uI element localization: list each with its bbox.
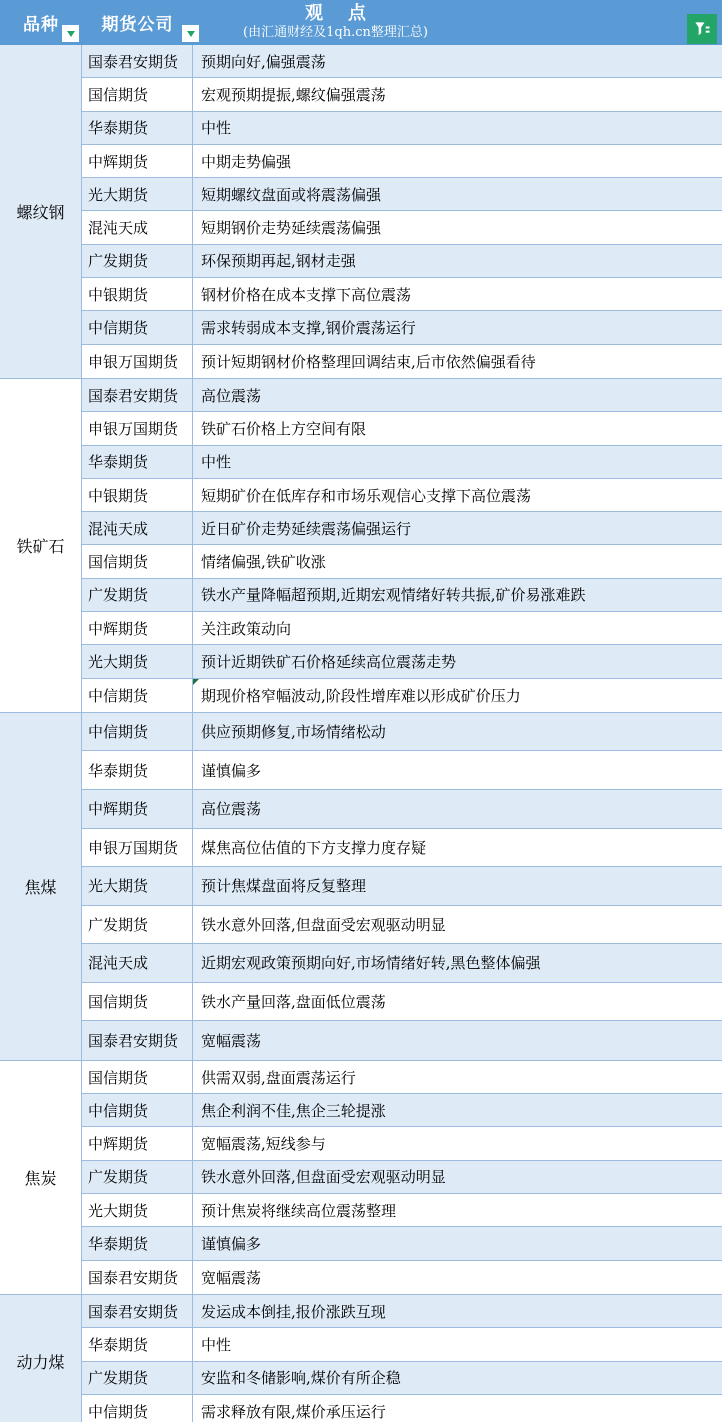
viewpoint-cell[interactable] [193, 679, 722, 712]
viewpoint-text: 需求转弱成本支撑,钢价震荡运行 [201, 319, 416, 338]
company-name: 国泰君安期货 [88, 1032, 179, 1051]
viewpoint-text: 发运成本倒挂,报价涨跌互现 [201, 1302, 386, 1321]
company-name: 华泰期货 [88, 761, 149, 780]
viewpoint-cell[interactable] [193, 645, 722, 677]
company-name: 国泰君安期货 [88, 386, 179, 405]
company-cell[interactable] [82, 645, 193, 677]
filter-funnel-icon[interactable] [687, 14, 717, 44]
company-name: 华泰期货 [88, 1234, 149, 1253]
table-row [82, 1261, 722, 1294]
company-name: 混沌天成 [88, 219, 149, 238]
variety-filter-dropdown[interactable] [62, 25, 79, 42]
viewpoint-cell[interactable] [193, 45, 722, 77]
table-row [82, 1295, 722, 1328]
table-row [82, 112, 722, 145]
table-row [82, 1328, 722, 1361]
table-row [82, 1194, 722, 1227]
company-cell[interactable] [82, 1161, 193, 1193]
variety-label: 焦炭 [24, 1168, 57, 1188]
table-row [82, 713, 722, 752]
table-row [82, 579, 722, 612]
company-name: 光大期货 [88, 1201, 149, 1220]
commodity-section [0, 1061, 722, 1295]
company-name: 国信期货 [88, 553, 149, 572]
company-cell[interactable] [82, 713, 193, 751]
company-name: 中信期货 [88, 686, 149, 705]
table-row [82, 412, 722, 445]
table-row [82, 829, 722, 868]
variety-cell[interactable] [0, 1295, 82, 1422]
company-cell[interactable] [82, 751, 193, 789]
table-row [82, 944, 722, 983]
viewpoint-cell[interactable] [193, 944, 722, 982]
viewpoint-cell[interactable] [193, 579, 722, 611]
company-cell[interactable] [82, 1227, 193, 1259]
viewpoint-cell[interactable] [193, 112, 722, 144]
viewpoint-text: 预计焦炭将继续高位震荡整理 [201, 1201, 397, 1220]
viewpoint-text: 中期走势偏强 [201, 152, 292, 171]
table-row [82, 983, 722, 1022]
table-row [82, 78, 722, 111]
company-cell[interactable] [82, 1194, 193, 1226]
variety-cell[interactable] [0, 379, 82, 712]
table-row [82, 145, 722, 178]
company-name: 中银期货 [88, 486, 149, 505]
viewpoint-text: 需求释放有限,煤价承压运行 [201, 1402, 386, 1421]
company-cell[interactable] [82, 311, 193, 343]
viewpoint-header-subtitle: (由汇通财经及1qh.cn整理汇总) [243, 25, 428, 40]
company-cell[interactable] [82, 790, 193, 828]
viewpoint-cell[interactable] [193, 1194, 722, 1226]
viewpoint-text: 谨慎偏多 [201, 1234, 262, 1253]
section-rows [82, 379, 722, 712]
variety-label: 动力煤 [16, 1353, 65, 1373]
table-row [82, 245, 722, 278]
company-cell[interactable] [82, 1094, 193, 1126]
viewpoint-text: 焦企利润不佳,焦企三轮提涨 [201, 1101, 386, 1120]
viewpoint-cell[interactable] [193, 446, 722, 478]
table-row [82, 278, 722, 311]
company-name: 国信期货 [88, 993, 149, 1012]
viewpoint-text: 宽幅震荡 [201, 1268, 262, 1287]
company-cell[interactable] [82, 1328, 193, 1360]
company-cell[interactable] [82, 679, 193, 712]
company-name: 申银万国期货 [88, 838, 179, 857]
company-cell[interactable] [82, 412, 193, 444]
variety-cell[interactable] [0, 1061, 82, 1294]
company-cell[interactable] [82, 545, 193, 577]
company-cell[interactable] [82, 1395, 193, 1422]
company-cell[interactable] [82, 145, 193, 177]
viewpoint-cell[interactable] [193, 1328, 722, 1360]
company-cell[interactable] [82, 211, 193, 243]
company-name: 中信期货 [88, 723, 149, 742]
table-row [82, 612, 722, 645]
table-row [82, 1021, 722, 1060]
company-name: 申银万国期货 [88, 419, 179, 438]
viewpoint-cell[interactable] [193, 983, 722, 1021]
company-cell[interactable] [82, 867, 193, 905]
table-row [82, 512, 722, 545]
company-name: 国泰君安期货 [88, 1302, 179, 1321]
table-body [0, 45, 722, 1422]
viewpoint-cell[interactable] [193, 211, 722, 243]
table-row [82, 545, 722, 578]
table-row [82, 1161, 722, 1194]
viewpoint-cell[interactable] [193, 512, 722, 544]
company-cell[interactable] [82, 1295, 193, 1327]
viewpoint-cell[interactable] [193, 1227, 722, 1259]
viewpoint-text: 近期宏观政策预期向好,市场情绪好转,黑色整体偏强 [201, 954, 541, 973]
table-row [82, 379, 722, 412]
company-name: 国信期货 [88, 1068, 149, 1087]
viewpoint-text: 宽幅震荡 [201, 1032, 262, 1051]
table-row [82, 45, 722, 78]
variety-label: 铁矿石 [16, 536, 65, 556]
viewpoint-cell[interactable] [193, 751, 722, 789]
viewpoint-cell[interactable] [193, 867, 722, 905]
header-cell-viewpoint [193, 0, 722, 45]
company-name: 中信期货 [88, 319, 149, 338]
viewpoint-cell[interactable] [193, 412, 722, 444]
table-row [82, 645, 722, 678]
table-row [82, 211, 722, 244]
viewpoint-text: 预计短期钢材价格整理回调结束,后市依然偏强看待 [201, 352, 536, 371]
table-row [82, 1362, 722, 1395]
company-cell[interactable] [82, 78, 193, 110]
table-row [82, 906, 722, 945]
company-cell[interactable] [82, 512, 193, 544]
funnel-glyph [692, 19, 712, 39]
company-name: 中银期货 [88, 285, 149, 304]
viewpoint-cell[interactable] [193, 906, 722, 944]
company-name: 混沌天成 [88, 519, 149, 538]
company-name: 中辉期货 [88, 619, 149, 638]
table-row [82, 751, 722, 790]
table-row [82, 1094, 722, 1127]
viewpoint-text: 预计近期铁矿石价格延续高位震荡走势 [201, 652, 457, 671]
table-row [82, 790, 722, 829]
table-row [82, 867, 722, 906]
company-name: 混沌天成 [88, 954, 149, 973]
company-name: 广发期货 [88, 252, 149, 271]
table-row [82, 1061, 722, 1094]
viewpoint-cell[interactable] [193, 1161, 722, 1193]
viewpoint-cell[interactable] [193, 829, 722, 867]
company-name: 光大期货 [88, 877, 149, 896]
company-cell[interactable] [82, 278, 193, 310]
viewpoint-cell[interactable] [193, 379, 722, 411]
company-cell[interactable] [82, 245, 193, 277]
viewpoint-text: 中性 [201, 119, 232, 138]
company-cell[interactable] [82, 1061, 193, 1093]
section-rows [82, 1295, 722, 1422]
commodity-section [0, 713, 722, 1061]
company-cell[interactable] [82, 612, 193, 644]
viewpoint-cell[interactable] [193, 78, 722, 110]
company-cell[interactable] [82, 112, 193, 144]
cell-flag-icon [193, 679, 199, 685]
section-rows [82, 45, 722, 378]
company-cell[interactable] [82, 1362, 193, 1394]
variety-cell[interactable] [0, 713, 82, 1060]
company-name: 国泰君安期货 [88, 52, 179, 71]
company-cell[interactable] [82, 446, 193, 478]
company-cell[interactable] [82, 1261, 193, 1294]
variety-cell[interactable] [0, 45, 82, 378]
table-row [82, 311, 722, 344]
viewpoint-cell[interactable] [193, 178, 722, 210]
table-row [82, 178, 722, 211]
company-cell[interactable] [82, 1127, 193, 1159]
section-rows [82, 713, 722, 1060]
viewpoint-cell[interactable] [193, 145, 722, 177]
company-cell[interactable] [82, 345, 193, 378]
commodity-section [0, 45, 722, 379]
table-row [82, 446, 722, 479]
viewpoint-cell[interactable] [193, 345, 722, 378]
viewpoint-text: 煤焦高位估值的下方支撑力度存疑 [201, 838, 427, 857]
company-name: 华泰期货 [88, 453, 149, 472]
company-name: 广发期货 [88, 1369, 149, 1388]
viewpoint-text: 谨慎偏多 [201, 761, 262, 780]
company-name: 中辉期货 [88, 800, 149, 819]
viewpoint-text: 宽幅震荡,短线参与 [201, 1135, 326, 1154]
viewpoint-text: 铁水产量降幅超预期,近期宏观情绪好转共振,矿价易涨难跌 [201, 586, 586, 605]
company-name: 广发期货 [88, 1168, 149, 1187]
header-cell-company[interactable] [82, 0, 193, 45]
variety-label: 螺纹钢 [16, 202, 65, 222]
viewpoint-text: 高位震荡 [201, 800, 262, 819]
company-cell[interactable] [82, 944, 193, 982]
company-cell[interactable] [82, 579, 193, 611]
viewpoint-text: 宏观预期提振,螺纹偏强震荡 [201, 85, 386, 104]
viewpoint-cell[interactable] [193, 612, 722, 644]
viewpoint-cell[interactable] [193, 1395, 722, 1422]
viewpoint-cell[interactable] [193, 311, 722, 343]
company-name: 中辉期货 [88, 1135, 149, 1154]
viewpoint-cell[interactable] [193, 479, 722, 511]
viewpoint-text: 期现价格窄幅波动,阶段性增库难以形成矿价压力 [201, 686, 521, 705]
table-header [0, 0, 722, 45]
viewpoint-header-label: 观 点 [304, 3, 367, 24]
viewpoint-cell[interactable] [193, 278, 722, 310]
commodity-section [0, 1295, 722, 1422]
table-row [82, 479, 722, 512]
viewpoint-cell[interactable] [193, 1362, 722, 1394]
viewpoint-cell[interactable] [193, 713, 722, 751]
viewpoint-text: 预期向好,偏强震荡 [201, 52, 326, 71]
company-name: 光大期货 [88, 652, 149, 671]
company-cell[interactable] [82, 45, 193, 77]
company-name: 中辉期货 [88, 152, 149, 171]
company-cell[interactable] [82, 983, 193, 1021]
viewpoint-text: 环保预期再起,钢材走强 [201, 252, 356, 271]
company-header-label: 期货公司 [101, 15, 174, 35]
section-rows [82, 1061, 722, 1294]
viewpoint-cell[interactable] [193, 1094, 722, 1126]
company-cell[interactable] [82, 829, 193, 867]
company-name: 国泰君安期货 [88, 1268, 179, 1287]
company-name: 华泰期货 [88, 119, 149, 138]
company-name: 广发期货 [88, 586, 149, 605]
viewpoint-text: 供应预期修复,市场情绪松动 [201, 723, 386, 742]
company-cell[interactable] [82, 1021, 193, 1060]
viewpoint-text: 近日矿价走势延续震荡偏强运行 [201, 519, 412, 538]
viewpoint-text: 安监和冬储影响,煤价有所企稳 [201, 1369, 401, 1388]
viewpoint-text: 短期矿价在低库存和市场乐观信心支撑下高位震荡 [201, 486, 532, 505]
viewpoint-cell[interactable] [193, 790, 722, 828]
viewpoint-text: 供需双弱,盘面震荡运行 [201, 1068, 356, 1087]
viewpoint-text: 预计焦煤盘面将反复整理 [201, 877, 367, 896]
viewpoint-header-block [193, 3, 478, 41]
viewpoint-text: 铁水意外回落,但盘面受宏观驱动明显 [201, 1168, 446, 1187]
chevron-down-icon [67, 31, 75, 37]
viewpoint-cell[interactable] [193, 1295, 722, 1327]
company-name: 华泰期货 [88, 1335, 149, 1354]
company-name: 国信期货 [88, 85, 149, 104]
company-cell[interactable] [82, 379, 193, 411]
table-row [82, 1227, 722, 1260]
table-row [82, 345, 722, 378]
viewpoint-text: 钢材价格在成本支撑下高位震荡 [201, 285, 412, 304]
viewpoint-cell[interactable] [193, 545, 722, 577]
commodity-section [0, 379, 722, 713]
viewpoint-text: 高位震荡 [201, 386, 262, 405]
viewpoint-cell[interactable] [193, 1021, 722, 1060]
viewpoint-text: 短期钢价走势延续震荡偏强 [201, 219, 382, 238]
viewpoint-text: 铁水产量回落,盘面低位震荡 [201, 993, 386, 1012]
company-name: 中信期货 [88, 1402, 149, 1421]
company-name: 广发期货 [88, 915, 149, 934]
viewpoint-cell[interactable] [193, 1061, 722, 1093]
table-row [82, 1127, 722, 1160]
company-name: 中信期货 [88, 1101, 149, 1120]
table-row [82, 1395, 722, 1422]
company-name: 光大期货 [88, 185, 149, 204]
viewpoint-text: 情绪偏强,铁矿收涨 [201, 553, 326, 572]
viewpoint-cell[interactable] [193, 245, 722, 277]
company-cell[interactable] [82, 479, 193, 511]
viewpoint-text: 短期螺纹盘面或将震荡偏强 [201, 185, 382, 204]
viewpoint-cell[interactable] [193, 1127, 722, 1159]
header-cell-variety[interactable] [0, 0, 82, 45]
viewpoint-text: 铁矿石价格上方空间有限 [201, 419, 367, 438]
viewpoint-text: 铁水意外回落,但盘面受宏观驱动明显 [201, 915, 446, 934]
viewpoint-text: 中性 [201, 1335, 232, 1354]
viewpoint-text: 中性 [201, 453, 232, 472]
variety-label: 焦煤 [24, 877, 57, 897]
variety-header-label: 品种 [23, 15, 59, 35]
viewpoint-text: 关注政策动向 [201, 619, 292, 638]
viewpoint-cell[interactable] [193, 1261, 722, 1294]
company-name: 申银万国期货 [88, 352, 179, 371]
table-row [82, 679, 722, 712]
company-cell[interactable] [82, 906, 193, 944]
company-cell[interactable] [82, 178, 193, 210]
